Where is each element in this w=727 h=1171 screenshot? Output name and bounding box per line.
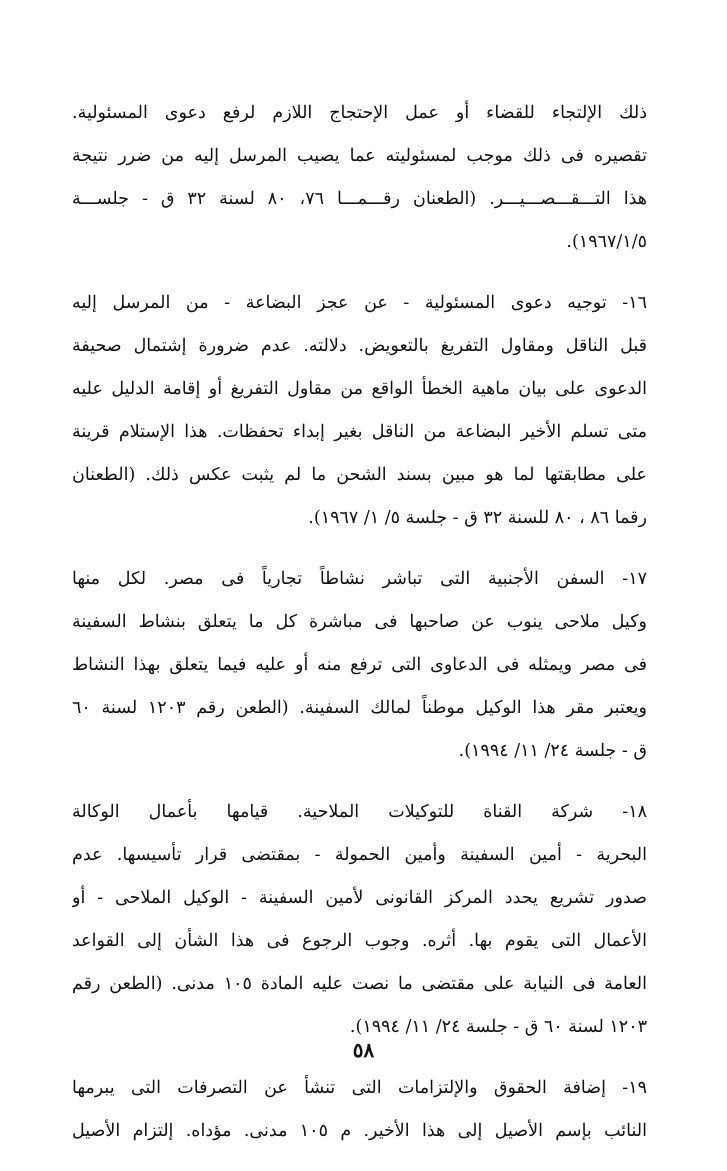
paragraph-18 — [72, 791, 647, 1049]
text-line: تقصيره فى ذلك موجب لمسئوليته عما يصيب المرسل إليه من ضرر نتيجة — [72, 146, 647, 166]
paragraph-17 — [72, 558, 647, 773]
text-line: هذا التـــقـــصـــيـــر. (الطعنان رقـــمـــا ٧٦، ٨٠ لسنة ٣٢ ق - جلســـة — [72, 189, 647, 209]
text-line: ق - جلسة ٢٤/ ١١/ ١٩٩٤). — [458, 741, 647, 761]
text-line: ١٩- إضافة الحقوق والإلتزامات التى تنشأ عن التصرفات التى يبرمها — [72, 1078, 647, 1098]
text-line: العامة فى النيابة على مقتضى ما نصت عليه المادة ١٠٥ مدنى. (الطعن رقم — [72, 974, 647, 994]
text-line: ١٧- السفن الأجنبية التى تباشر نشاطاً تجارياً فى مصر. لكل منها — [72, 569, 647, 589]
text-line: على مطابقتها لما هو مبين بسند الشحن ما لم يثبت عكس ذلك. (الطعنان — [72, 465, 647, 485]
paragraph-continuation — [72, 92, 647, 264]
paragraph-19 — [72, 1067, 647, 1153]
text-line: ويعتبر مقر هذا الوكيل موطناً لمالك السفينة. (الطعن رقم ١٢٠٣ لسنة ٦٠ — [72, 698, 647, 718]
text-line: صدور تشريع يحدد المركز القانونى لأمين السفينة - الوكيل الملاحى - أو — [72, 888, 647, 908]
text-line: فى مصر ويمثله فى الدعاوى التى ترفع منه أو عليه فيما يتعلق بهذا النشاط — [72, 655, 647, 675]
text-line: ١٢٠٣ لسنة ٦٠ ق - جلسة ٢٤/ ١١/ ١٩٩٤). — [349, 1017, 647, 1037]
text-line: النائب بإسم الأصيل إلى هذا الأخير. م ١٠٥ مدنى. مؤداه. إلتزام الأصيل — [72, 1121, 647, 1141]
text-line: ١٨- شركة القناة للتوكيلات الملاحية. قيامها بأعمال الوكالة — [72, 802, 647, 822]
paragraph-16 — [72, 282, 647, 540]
text-line: البحرية - أمين السفينة وأمين الحمولة - بمقتضى قرار تأسيسها. عدم — [72, 845, 647, 865]
text-line: رقما ٨٦ ، ٨٠ للسنة ٣٢ ق - جلسة ٥/ ١/ ١٩٦٧). — [308, 508, 647, 528]
text-line: ذلك الإلتجاء للقضاء أو عمل الإحتجاج اللازم لرفع دعوى المسئولية. — [72, 103, 647, 123]
text-line: الأعمال التى يقوم بها. أثره. وجوب الرجوع فى هذا الشأن إلى القواعد — [72, 931, 647, 951]
text-line: متى تسلم الأخير البضاعة من الناقل بغير إبداء تحفظات. هذا الإستلام قرينة — [72, 422, 647, 442]
text-line: الدعوى على بيان ماهية الخطأ الواقع من مقاول التفريغ أو إقامة الدليل عليه — [72, 379, 647, 399]
text-line: وكيل ملاحى ينوب عن صاحبها فى مباشرة كل ما يتعلق بنشاط السفينة — [72, 612, 647, 632]
text-line: ١٦- توجيه دعوى المسئولية - عن عجز البضاعة - من المرسل إليه — [72, 293, 647, 313]
text-line: ١٩٦٧/١/٥). — [566, 232, 647, 252]
page-number: ٥٨ — [352, 1038, 375, 1062]
document-page — [72, 92, 647, 1171]
text-line: قبل الناقل ومقاول التفريغ بالتعويض. دلالته. عدم ضرورة إشتمال صحيفة — [72, 336, 647, 356]
